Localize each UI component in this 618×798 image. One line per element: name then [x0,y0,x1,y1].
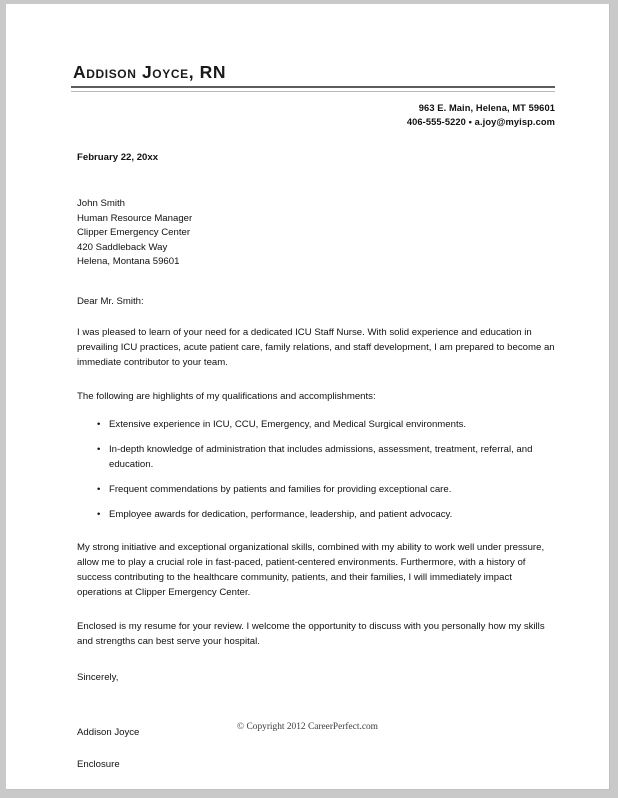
paragraph-intro: I was pleased to learn of your need for a dedicated ICU Staff Nurse. With solid experience and education in prevailing ICU practices, acute patient care, family relations, and staff development, I am prepared to become an immediate contributor to your team. [77,326,555,368]
paragraph-closing: Enclosed is my resume for your review. I welcome the opportunity to discuss with you personally how my skills and strengths can best serve your hospital. [77,621,545,648]
contact-address: 963 E. Main, Helena, MT 59601 [418,103,555,114]
paragraph-strengths: My strong initiative and exceptional organizational skills, combined with my ability to work well under pressure, allow me to play a crucial role in fast-paced, patient-centered environments. Furthermore, with a history of success contributing to the healthcare community, patients, and their families, I will immediately impact operations at Clipper Emergency Center. [77,542,545,599]
signature-name: Addison Joyce [77,727,140,739]
letterhead-divider [71,86,555,92]
list-item-label: Frequent commendations by patients and families for providing exceptional care. [109,483,452,495]
copyright-footer: © Copyright 2012 CareerPerfect.com [237,722,378,732]
recipient-city-state-zip: Helena, Montana 59601 [77,256,180,268]
enclosure-notation: Enclosure [77,759,120,771]
bullet-icon: • [97,508,101,520]
list-item-label: Extensive experience in ICU, CCU, Emergency, and Medical Surgical environments. [109,418,467,430]
list-item [71,418,555,433]
recipient-name: John Smith [77,198,125,209]
salutation: Dear Mr. Smith: [77,295,144,307]
bullet-icon: • [97,443,101,455]
contact-phone-email: 406-555-5220 • a.joy@myisp.com [406,117,555,128]
contact-block [71,102,555,130]
list-item-label: Employee awards for dedication, performance, leadership, and patient advocacy. [109,508,453,520]
recipient-title: Human Resource Manager [77,212,193,224]
page-title: Addison Joyce, RN [73,62,227,82]
qualifications-list [71,418,555,523]
bullet-icon: • [97,418,101,430]
bullet-icon: • [97,483,101,495]
letter-date: February 22, 20xx [77,152,159,163]
list-item [71,508,555,523]
letterhead [71,62,555,130]
recipient-street: 420 Saddleback Way [77,241,168,253]
letter-content [71,62,555,770]
list-item [71,443,555,473]
list-item [71,483,555,498]
list-item-label: In-depth knowledge of administration that includes admissions, assessment, treatment, referral, and education. [109,443,533,470]
paragraph-lead-in: The following are highlights of my qualifications and accomplishments: [77,390,376,402]
complimentary-close: Sincerely, [77,672,119,684]
recipient-company: Clipper Emergency Center [77,227,191,239]
recipient-address [71,197,555,270]
letter-page [6,4,610,790]
